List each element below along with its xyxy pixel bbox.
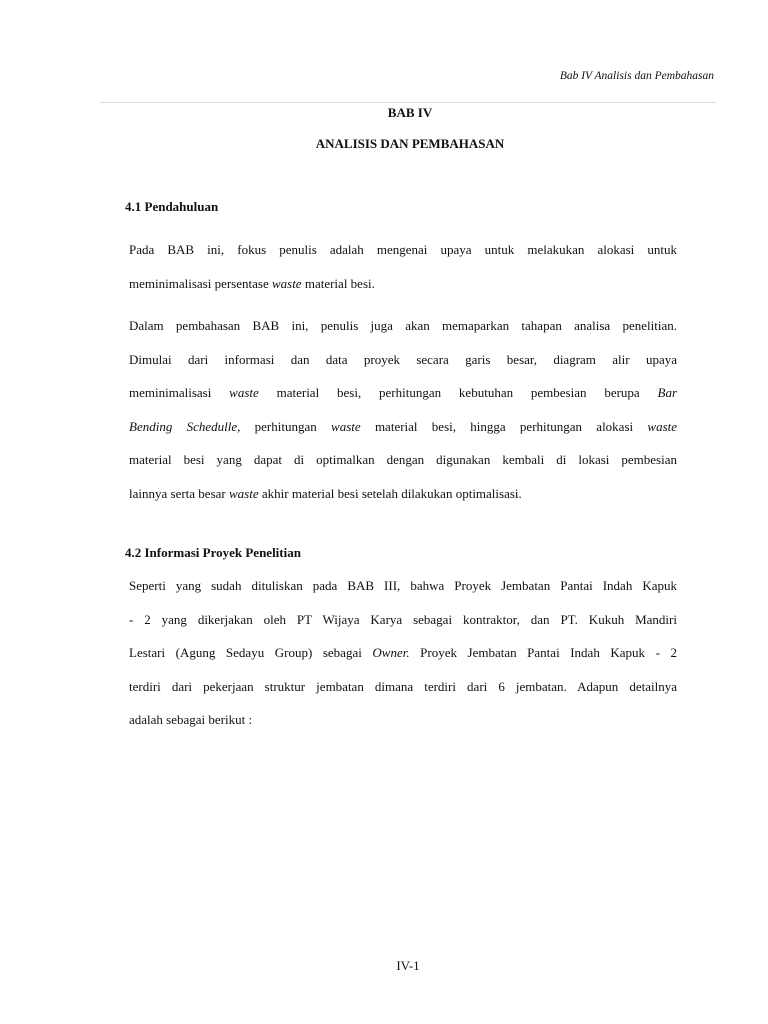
text-line: lainnya serta besar waste akhir material besi setelah dilakukan optimalisasi. bbox=[129, 485, 522, 501]
text-line: adalah sebagai berikut : bbox=[129, 712, 253, 727]
paragraph-scope bbox=[129, 309, 677, 510]
text-line: terdiri dari pekerjaan struktur jembatan dimana terdiri dari 6 jembatan. Adapun detailnya bbox=[129, 678, 677, 694]
text-line: Seperti yang sudah dituliskan pada BAB III, bahwa Proyek Jembatan Pantai Indah Kapuk bbox=[129, 578, 677, 593]
text-line: Pada BAB ini, fokus penulis adalah mengenai upaya untuk melakukan alokasi untuk bbox=[129, 242, 677, 257]
text-line: Lestari (Agung Sedayu Group) sebagai Owner. Proyek Jembatan Pantai Indah Kapuk - 2 bbox=[129, 645, 677, 660]
text-line: Bending Schedulle, perhitungan waste material besi, hingga perhitungan alokasi waste bbox=[129, 418, 678, 434]
running-header: Bab IV Analisis dan Pembahasan bbox=[559, 70, 714, 82]
header-divider bbox=[100, 102, 716, 103]
section-heading-informasi-proyek: 4.2 Informasi Proyek Penelitian bbox=[125, 545, 301, 560]
paragraph-project-info bbox=[129, 569, 677, 737]
page-number: IV-1 bbox=[396, 958, 420, 973]
text-line: meminimalisasi persentase waste material besi. bbox=[129, 275, 375, 291]
chapter-title: ANALISIS DAN PEMBAHASAN bbox=[315, 136, 505, 151]
text-line: meminimalisasi waste material besi, perhitungan kebutuhan pembesian berupa Bar bbox=[129, 385, 678, 400]
section-heading-pendahuluan: 4.1 Pendahuluan bbox=[125, 199, 219, 214]
text-line: Dalam pembahasan BAB ini, penulis juga akan memaparkan tahapan analisa penelitian. bbox=[129, 318, 677, 333]
chapter-number: BAB IV bbox=[387, 105, 433, 120]
paragraph-intro bbox=[129, 233, 677, 300]
text-line: Dimulai dari informasi dan data proyek secara garis besar, diagram alir upaya bbox=[129, 351, 677, 367]
text-line: material besi yang dapat di optimalkan dengan digunakan kembali di lokasi pembesian bbox=[129, 452, 677, 467]
text-line: - 2 yang dikerjakan oleh PT Wijaya Karya sebagai kontraktor, dan PT. Kukuh Mandiri bbox=[129, 611, 677, 627]
